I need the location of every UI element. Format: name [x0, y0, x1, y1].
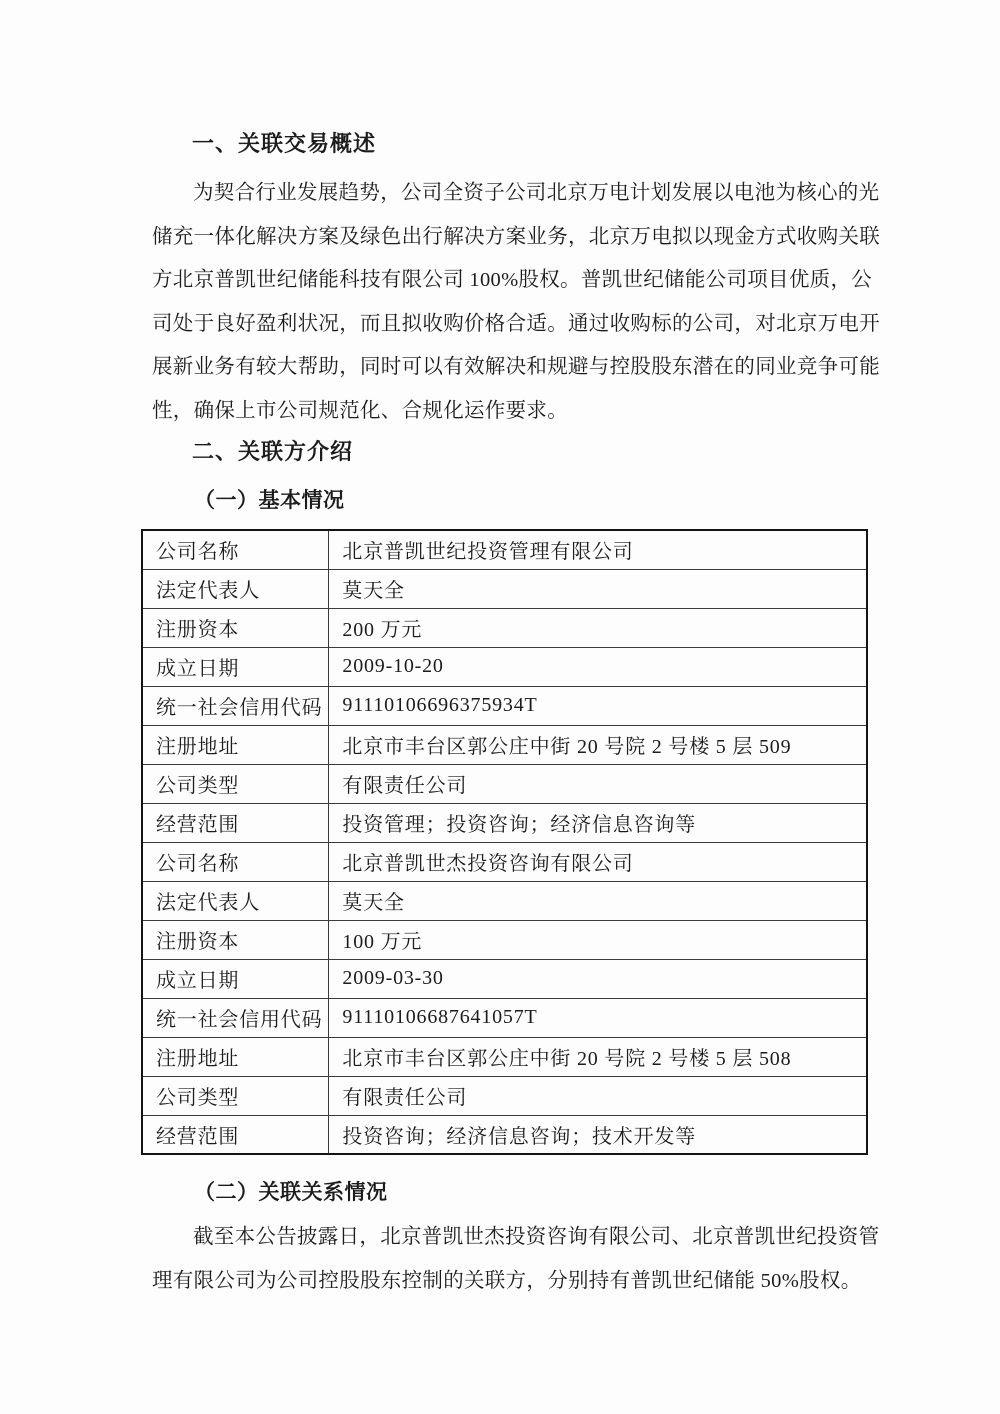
field-label: 公司类型 — [142, 764, 329, 803]
table-row — [142, 569, 867, 608]
field-label: 经营范围 — [142, 803, 329, 842]
field-value: 91110106696375934T — [329, 686, 867, 725]
field-label: 统一社会信用代码 — [142, 998, 329, 1037]
table-row — [142, 842, 867, 881]
paragraph-line: 展新业务有较大帮助，同时可以有效解决和规避与控股股东潜在的同业竞争可能 — [152, 356, 880, 378]
table-row — [142, 803, 867, 842]
field-value: 北京普凯世纪投资管理有限公司 — [329, 530, 867, 569]
field-label: 成立日期 — [142, 647, 329, 686]
overview-paragraph — [152, 172, 880, 433]
table-row — [142, 725, 867, 764]
basic-info-table — [141, 529, 868, 1155]
field-value: 投资咨询；经济信息咨询；技术开发等 — [329, 1115, 867, 1154]
field-value: 莫天全 — [329, 881, 867, 920]
paragraph-line: 理有限公司为公司控股股东控制的关联方，分别持有普凯世纪储能 50%股权。 — [152, 1270, 862, 1292]
paragraph-line: 储充一体化解决方案及绿色出行解决方案业务，北京万电拟以现金方式收购关联 — [152, 225, 880, 248]
field-label: 公司类型 — [142, 1076, 329, 1115]
field-value: 北京普凯世杰投资咨询有限公司 — [329, 842, 867, 881]
paragraph-line: 方北京普凯世纪储能科技有限公司 100%股权。普凯世纪储能公司项目优质，公 — [152, 269, 873, 291]
field-value: 100 万元 — [329, 920, 867, 959]
table-row — [142, 998, 867, 1037]
table-row — [142, 1037, 867, 1076]
table-row — [142, 920, 867, 959]
section-heading-overview: 一、关联交易概述 — [192, 131, 377, 156]
table-row — [142, 959, 867, 998]
relationship-paragraph — [152, 1215, 880, 1303]
field-label: 注册地址 — [142, 725, 329, 764]
field-label: 注册资本 — [142, 920, 329, 959]
field-value: 91110106687641057T — [329, 998, 867, 1037]
paragraph-line: 截至本公告披露日，北京普凯世杰投资咨询有限公司、北京普凯世纪投资管 — [193, 1226, 880, 1248]
paragraph-line: 为契合行业发展趋势，公司全资子公司北京万电计划发展以电池为核心的光 — [193, 182, 880, 204]
field-value: 投资管理；投资咨询；经济信息咨询等 — [329, 803, 867, 842]
field-value: 北京市丰台区郭公庄中街 20 号院 2 号楼 5 层 509 — [329, 725, 867, 764]
field-label: 法定代表人 — [142, 569, 329, 608]
section-heading-related-parties: 二、关联方介绍 — [192, 439, 354, 464]
field-label: 统一社会信用代码 — [142, 686, 329, 725]
field-value: 2009-10-20 — [329, 647, 867, 686]
field-value: 有限责任公司 — [329, 1076, 867, 1115]
subsection-heading-basic-info: （一）基本情况 — [194, 488, 345, 512]
field-value: 有限责任公司 — [329, 764, 867, 803]
paragraph-line: 司处于良好盈利状况，而且拟收购价格合适。通过收购标的公司，对北京万电开 — [152, 312, 880, 335]
field-value: 200 万元 — [329, 608, 867, 647]
subsection-heading-relationship: （二）关联关系情况 — [194, 1180, 388, 1204]
table-row — [142, 764, 867, 803]
field-label: 经营范围 — [142, 1115, 329, 1154]
table-row — [142, 1076, 867, 1115]
paragraph-line: 性，确保上市公司规范化、合规化运作要求。 — [152, 399, 568, 422]
table-row — [142, 530, 867, 569]
field-value: 北京市丰台区郭公庄中街 20 号院 2 号楼 5 层 508 — [329, 1037, 867, 1076]
table-row — [142, 686, 867, 725]
table-row — [142, 1115, 867, 1154]
field-label: 成立日期 — [142, 959, 329, 998]
table-row — [142, 608, 867, 647]
table-row — [142, 881, 867, 920]
field-label: 注册资本 — [142, 608, 329, 647]
field-label: 公司名称 — [142, 842, 329, 881]
field-label: 法定代表人 — [142, 881, 329, 920]
table-row — [142, 647, 867, 686]
field-value: 2009-03-30 — [329, 959, 867, 998]
field-value: 莫天全 — [329, 569, 867, 608]
field-label: 公司名称 — [142, 530, 329, 569]
field-label: 注册地址 — [142, 1037, 329, 1076]
